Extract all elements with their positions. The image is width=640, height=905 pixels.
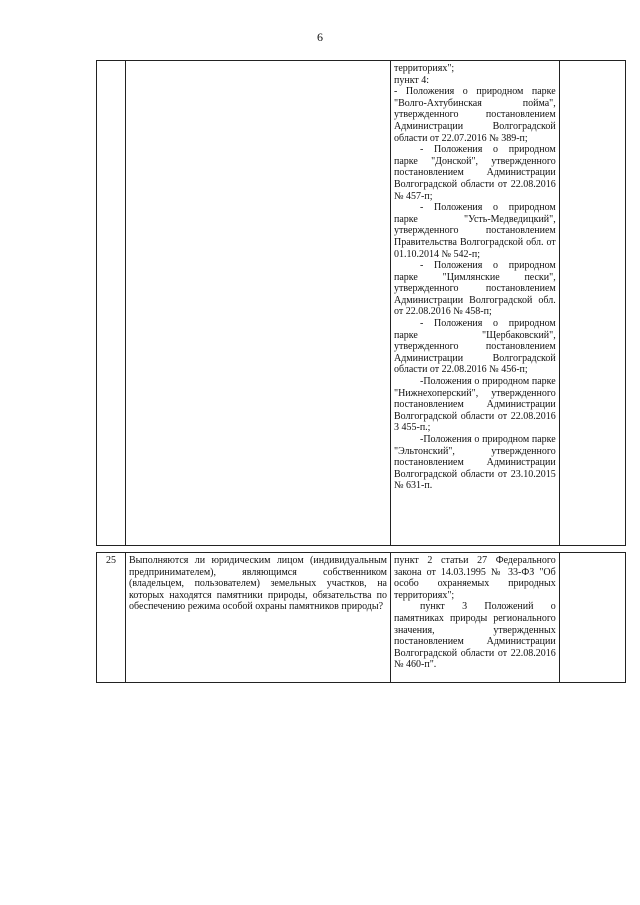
- row-number-cell: 25: [97, 553, 126, 683]
- references-cell: [391, 553, 560, 683]
- reference-paragraph: пункт 4:: [394, 74, 430, 86]
- reference-paragraph: - Положения о природном парке "Щербаковский", утвержденного постановлением Администрации Волгоградской области от 22.08.2016 № 456-п;: [394, 318, 556, 376]
- note-cell: [559, 61, 625, 546]
- note-cell: [559, 553, 625, 683]
- table-row: [97, 553, 626, 683]
- checklist-table: [96, 60, 626, 683]
- reference-paragraph: - Положения о природном парке "Цимлянские пески", утвержденного постановлением Администрации Волгоградской обл. от 22.08.2016 № 458-п;: [394, 260, 556, 318]
- reference-paragraph: пункт 2 статьи 27 Федерального закона от 14.03.1995 № 33-ФЗ "Об особо охраняемых природных территориях";: [394, 555, 556, 601]
- page-number: 6: [317, 30, 323, 44]
- reference-paragraph: -Положения о природном парке "Эльтонский", утвержденного постановлением Администрации Волгоградской области от 23.10.2015 № 631-п.: [394, 434, 556, 492]
- reference-paragraph: территориях";: [394, 63, 455, 74]
- reference-paragraph: - Положения о природном парке "Донской", утвержденного постановлением Администрации Волгоградской области от 22.08.2016 № 457-п;: [394, 144, 556, 202]
- reference-paragraph: - Положения о природном парке "Волго-Ахтубинская пойма", утвержденного постановлением Администрации Волгоградской области от 22.07.2016 № 389-п;: [394, 86, 556, 144]
- question-cell: Выполняются ли юридическим лицом (индивидуальным предпринимателем), являющимся собственником (владельцем, пользователем) земельных участков, на которых находятся памятники природы, обязательства по обеспечению режима особой охраны памятников природы?: [125, 553, 390, 683]
- references-cell: [391, 61, 560, 546]
- row-spacer: [97, 546, 626, 553]
- reference-paragraph: -Положения о природном парке "Нижнехоперский", утвержденного постановлением Администрации Волгоградской области от 22.08.2016 3 455-п.;: [394, 376, 556, 434]
- row-number-cell: [97, 61, 126, 546]
- table-row: [97, 61, 626, 546]
- reference-paragraph: пункт 3 Положений о памятниках природы регионального значения, утвержденных постановлением Администрации Волгоградской области от 22.08.2016 № 460-п".: [394, 601, 556, 671]
- question-cell: [125, 61, 390, 546]
- reference-paragraph: - Положения о природном парке "Усть-Медведицкий", утвержденного постановлением Правительства Волгоградской обл. от 01.10.2014 № 542-п;: [394, 202, 556, 260]
